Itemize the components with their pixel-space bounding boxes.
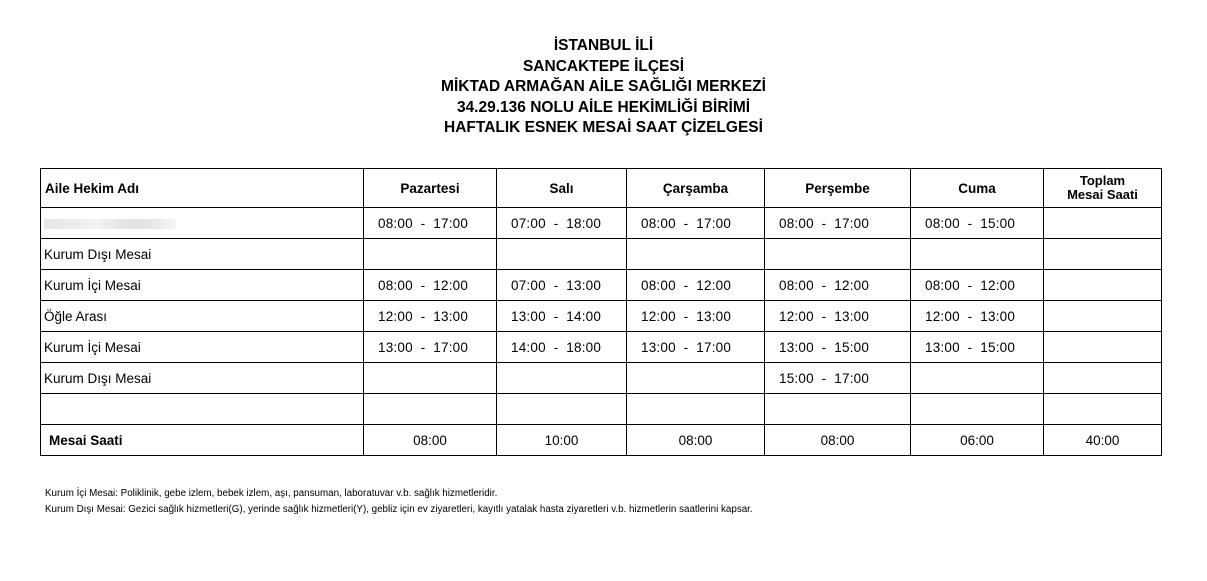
total-thursday: 08:00 (765, 425, 911, 456)
table-cell (364, 239, 497, 270)
table-cell (765, 239, 911, 270)
redacted-name-block (44, 219, 176, 229)
table-cell (627, 363, 765, 394)
row-label: Kurum Dışı Mesai (41, 363, 364, 394)
header-unit: 34.29.136 NOLU AİLE HEKİMLİĞİ BİRİMİ (456, 98, 751, 116)
column-header-thursday: Perşembe (765, 169, 911, 208)
table-cell (911, 394, 1044, 425)
totals-row-label: Mesai Saati (41, 425, 364, 456)
table-row (41, 363, 1162, 394)
table-row (41, 332, 1162, 363)
table-cell (497, 394, 627, 425)
table-cell (364, 363, 497, 394)
total-header-line1: Toplam (1079, 173, 1126, 188)
total-tuesday: 10:00 (497, 425, 627, 456)
table-cell: 08:00 - 17:00 (765, 208, 911, 239)
table-cell (765, 394, 911, 425)
table-cell (1044, 239, 1162, 270)
table-row (41, 301, 1162, 332)
table-cell (364, 394, 497, 425)
column-header-friday: Cuma (911, 169, 1044, 208)
total-monday: 08:00 (364, 425, 497, 456)
row-label (41, 394, 364, 425)
table-cell: 08:00 - 17:00 (364, 208, 497, 239)
total-friday: 06:00 (911, 425, 1044, 456)
totals-row (41, 425, 1162, 456)
row-label: Kurum İçi Mesai (41, 332, 364, 363)
table-cell (911, 239, 1044, 270)
table-cell (497, 363, 627, 394)
header-province: İSTANBUL İLİ (553, 37, 654, 54)
table-cell: 13:00 - 14:00 (497, 301, 627, 332)
table-row (41, 394, 1162, 425)
table-cell: 12:00 - 13:00 (627, 301, 765, 332)
schedule-table (40, 168, 1162, 456)
total-header-line2: Mesai Saati (1067, 187, 1138, 202)
row-label: Kurum İçi Mesai (41, 270, 364, 301)
table-cell: 08:00 - 12:00 (911, 270, 1044, 301)
table-cell: 14:00 - 18:00 (497, 332, 627, 363)
total-weekly-hours: 40:00 (1044, 425, 1162, 456)
table-cell: 13:00 - 15:00 (911, 332, 1044, 363)
footnote-external-hours: Kurum Dışı Mesai: Gezici sağlık hizmetleri(G), yerinde sağlık hizmetleri(Y), gebliz için ev ziyaretleri, kayıtlı yatalak hasta ziyaretleri v.b. hizmetlerin saatlerini kapsar. (45, 504, 753, 515)
total-wednesday: 08:00 (627, 425, 765, 456)
header-document-title: HAFTALIK ESNEK MESAİ SAAT ÇİZELGESİ (444, 119, 763, 136)
table-cell: 08:00 - 12:00 (627, 270, 765, 301)
header-district: SANCAKTEPE İLÇESİ (522, 57, 685, 75)
footnotes (45, 486, 753, 518)
row-label: Öğle Arası (41, 301, 364, 332)
table-cell: 07:00 - 18:00 (497, 208, 627, 239)
doctor-name-redacted (41, 208, 364, 239)
table-row (41, 270, 1162, 301)
table-cell: 13:00 - 17:00 (364, 332, 497, 363)
table-header-row (41, 169, 1162, 208)
column-header-monday: Pazartesi (364, 169, 497, 208)
row-label: Kurum Dışı Mesai (41, 239, 364, 270)
table-cell (497, 239, 627, 270)
table-cell: 13:00 - 17:00 (627, 332, 765, 363)
table-cell (1044, 270, 1162, 301)
column-header-total-hours (1044, 169, 1162, 208)
header-health-center: MİKTAD ARMAĞAN AİLE SAĞLIĞI MERKEZİ (441, 78, 766, 95)
table-row (41, 239, 1162, 270)
table-cell: 15:00 - 17:00 (765, 363, 911, 394)
document-header (0, 36, 1207, 139)
table-cell: 12:00 - 13:00 (911, 301, 1044, 332)
column-header-doctor-name: Aile Hekim Adı (41, 169, 364, 208)
table-cell: 08:00 - 12:00 (364, 270, 497, 301)
table-cell (1044, 363, 1162, 394)
table-cell: 08:00 - 15:00 (911, 208, 1044, 239)
footnote-internal-hours: Kurum İçi Mesai: Poliklinik, gebe izlem, bebek izlem, aşı, pansuman, laboratuvar v.b. sağlık hizmetleridir. (45, 488, 498, 499)
table-cell: 13:00 - 15:00 (765, 332, 911, 363)
table-cell: 12:00 - 13:00 (765, 301, 911, 332)
table-cell (627, 394, 765, 425)
table-cell: 07:00 - 13:00 (497, 270, 627, 301)
table-cell (911, 363, 1044, 394)
column-header-wednesday: Çarşamba (627, 169, 765, 208)
table-cell: 08:00 - 17:00 (627, 208, 765, 239)
column-header-tuesday: Salı (497, 169, 627, 208)
table-cell: 08:00 - 12:00 (765, 270, 911, 301)
table-cell (1044, 301, 1162, 332)
table-row (41, 208, 1162, 239)
table-cell (627, 239, 765, 270)
table-cell: 12:00 - 13:00 (364, 301, 497, 332)
table-cell (1044, 208, 1162, 239)
table-cell (1044, 332, 1162, 363)
table-cell (1044, 394, 1162, 425)
